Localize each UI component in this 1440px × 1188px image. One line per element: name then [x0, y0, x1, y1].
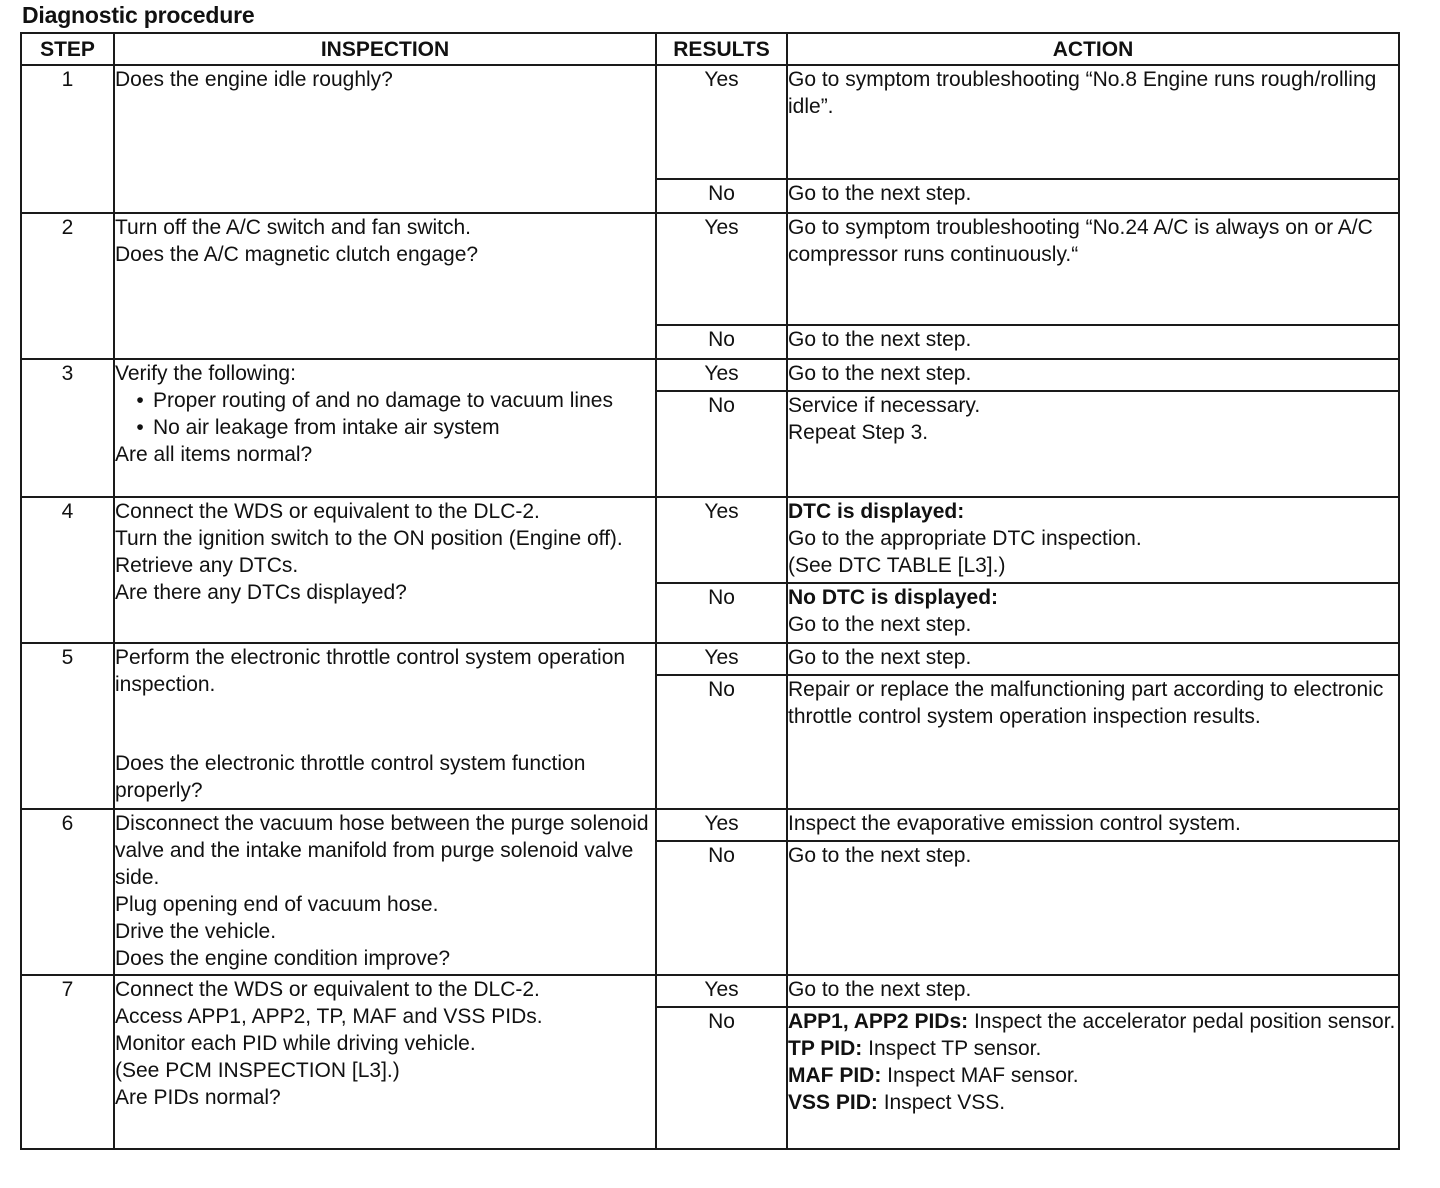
action-line: Repair or replace the malfunctioning part according to electronic throttle control system operation inspection results.	[788, 678, 1384, 728]
pid-item	[788, 1008, 1398, 1035]
inspection-line: Turn the ignition switch to the ON position (Engine off).	[115, 527, 623, 550]
action-line: Go to symptom troubleshooting “No.8 Engine runs rough/rolling idle”.	[788, 68, 1377, 118]
step-7-yes-row	[21, 975, 1399, 1007]
bullet-item	[115, 414, 655, 441]
pid-item	[788, 1035, 1398, 1062]
bullet-text: No air leakage from intake air system	[153, 416, 500, 439]
action-line: Go to the next step.	[788, 362, 972, 385]
action-line: Go to the appropriate DTC inspection.	[788, 527, 1142, 550]
action-yes	[787, 359, 1399, 391]
action-line: Go to symptom troubleshooting “No.24 A/C is always on or A/C compressor runs continuously.“	[788, 216, 1373, 266]
header-row	[21, 33, 1399, 65]
inspection-line: Connect the WDS or equivalent to the DLC-2.	[115, 978, 540, 1001]
inspection-line: Access APP1, APP2, TP, MAF and VSS PIDs.	[115, 1005, 543, 1028]
result-no: No	[656, 841, 787, 975]
header-step: STEP	[21, 33, 114, 65]
action-heading: No DTC is displayed:	[788, 586, 999, 609]
inspection-line: Does the engine idle roughly?	[115, 68, 393, 91]
action-line: Go to the next step.	[788, 328, 972, 351]
inspection-line: Verify the following:	[115, 362, 296, 385]
inspection-line: Disconnect the vacuum hose between the purge solenoid valve and the intake manifold from purge solenoid valve side.	[115, 812, 649, 889]
action-line: Service if necessary.	[788, 394, 981, 417]
action-yes	[787, 497, 1399, 583]
inspection-line: Retrieve any DTCs.	[115, 554, 299, 577]
pid-key: TP PID:	[788, 1037, 863, 1060]
inspection-line: Does the electronic throttle control system function properly?	[115, 752, 586, 802]
result-no: No	[656, 179, 787, 213]
action-yes	[787, 213, 1399, 325]
action-line: Go to the next step.	[788, 844, 972, 867]
step-inspection	[114, 643, 656, 809]
inspection-line: Perform the electronic throttle control system operation inspection.	[115, 646, 626, 696]
inspection-line: Turn off the A/C switch and fan switch.	[115, 216, 472, 239]
result-yes: Yes	[656, 213, 787, 325]
bullet-item	[115, 387, 655, 414]
result-no: No	[656, 1007, 787, 1149]
step-inspection	[114, 213, 656, 359]
action-yes	[787, 975, 1399, 1007]
action-no	[787, 325, 1399, 359]
action-line: (See DTC TABLE [L3].)	[788, 554, 1006, 577]
action-no	[787, 179, 1399, 213]
step-6-yes-row	[21, 809, 1399, 841]
inspection-line: (See PCM INSPECTION [L3].)	[115, 1059, 400, 1082]
step-number: 3	[21, 359, 114, 497]
step-inspection	[114, 809, 656, 975]
bullet-icon: •	[136, 389, 144, 412]
pid-key: APP1, APP2 PIDs:	[788, 1010, 969, 1033]
bullet-text: Proper routing of and no damage to vacuum lines	[153, 389, 613, 412]
step-number: 6	[21, 809, 114, 975]
pid-text: Inspect TP sensor.	[868, 1037, 1042, 1060]
pid-text: Inspect MAF sensor.	[887, 1064, 1079, 1087]
step-2-yes-row	[21, 213, 1399, 325]
step-inspection	[114, 65, 656, 213]
step-inspection	[114, 497, 656, 643]
result-no: No	[656, 583, 787, 643]
result-yes: Yes	[656, 65, 787, 179]
result-yes: Yes	[656, 975, 787, 1007]
header-action: ACTION	[787, 33, 1399, 65]
action-yes	[787, 643, 1399, 675]
action-no	[787, 1007, 1399, 1149]
step-inspection	[114, 359, 656, 497]
result-no: No	[656, 391, 787, 497]
result-yes: Yes	[656, 809, 787, 841]
page-title: Diagnostic procedure	[22, 2, 255, 28]
inspection-line: Are there any DTCs displayed?	[115, 581, 407, 604]
header-inspection: INSPECTION	[114, 33, 656, 65]
inspection-line: Monitor each PID while driving vehicle.	[115, 1032, 476, 1055]
action-line: Inspect the evaporative emission control system.	[788, 812, 1241, 835]
step-number: 2	[21, 213, 114, 359]
header-results: RESULTS	[656, 33, 787, 65]
inspection-line: Are PIDs normal?	[115, 1086, 281, 1109]
action-no	[787, 391, 1399, 497]
action-yes	[787, 65, 1399, 179]
inspection-line: Connect the WDS or equivalent to the DLC-2.	[115, 500, 540, 523]
result-yes: Yes	[656, 359, 787, 391]
inspection-line: Does the A/C magnetic clutch engage?	[115, 243, 479, 266]
action-line: Go to the next step.	[788, 182, 972, 205]
spacer	[115, 698, 655, 750]
action-line: Go to the next step.	[788, 978, 972, 1001]
inspection-line: Are all items normal?	[115, 443, 313, 466]
step-number: 5	[21, 643, 114, 809]
pid-item	[788, 1089, 1398, 1116]
result-yes: Yes	[656, 643, 787, 675]
action-no	[787, 841, 1399, 975]
inspection-line: Drive the vehicle.	[115, 920, 277, 943]
step-3-yes-row	[21, 359, 1399, 391]
pid-key: VSS PID:	[788, 1091, 878, 1114]
pid-text: Inspect the accelerator pedal position sensor.	[973, 1010, 1396, 1033]
step-5-yes-row	[21, 643, 1399, 675]
pid-text: Inspect VSS.	[883, 1091, 1006, 1114]
bullet-icon: •	[136, 416, 144, 439]
action-line: Go to the next step.	[788, 613, 972, 636]
diagnostic-table	[20, 32, 1400, 1150]
result-no: No	[656, 325, 787, 359]
result-no: No	[656, 675, 787, 809]
action-line: Repeat Step 3.	[788, 421, 929, 444]
step-4-yes-row	[21, 497, 1399, 583]
action-heading: DTC is displayed:	[788, 500, 965, 523]
step-number: 4	[21, 497, 114, 643]
result-yes: Yes	[656, 497, 787, 583]
pid-key: MAF PID:	[788, 1064, 882, 1087]
pid-item	[788, 1062, 1398, 1089]
inspection-line: Does the engine condition improve?	[115, 947, 451, 970]
step-number: 1	[21, 65, 114, 213]
action-no	[787, 675, 1399, 809]
step-inspection	[114, 975, 656, 1149]
step-1-yes-row	[21, 65, 1399, 179]
action-yes	[787, 809, 1399, 841]
inspection-line: Plug opening end of vacuum hose.	[115, 893, 439, 916]
step-number: 7	[21, 975, 114, 1149]
action-no	[787, 583, 1399, 643]
action-line: Go to the next step.	[788, 646, 972, 669]
